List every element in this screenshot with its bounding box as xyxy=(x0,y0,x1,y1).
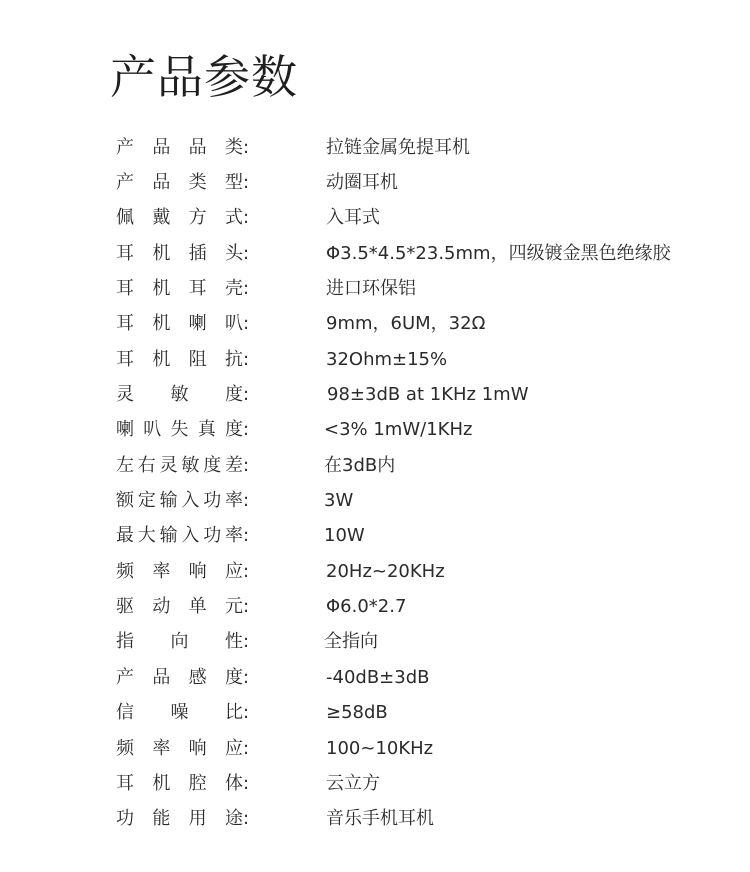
spec-colon: : xyxy=(243,207,250,229)
spec-row-snr xyxy=(116,696,736,731)
spec-colon: : xyxy=(243,596,250,618)
spec-colon: : xyxy=(243,772,250,794)
spec-row-product-category xyxy=(116,130,736,165)
spec-colon: : xyxy=(243,419,250,441)
spec-value: 在3dB内 xyxy=(324,454,396,476)
spec-row-product-sensitivity xyxy=(116,660,736,695)
spec-row-wearing-style xyxy=(116,201,736,236)
spec-value: 10W xyxy=(324,525,365,547)
spec-value: 9mm，6UM，32Ω xyxy=(326,313,486,335)
spec-row-product-type xyxy=(116,165,736,200)
spec-colon: : xyxy=(243,454,250,476)
spec-value: 3W xyxy=(324,490,354,512)
spec-colon: : xyxy=(243,808,250,830)
spec-colon: : xyxy=(243,348,250,370)
spec-value: ≥58dB xyxy=(326,702,388,724)
spec-row-impedance xyxy=(116,342,736,377)
spec-label: 指 向 性 xyxy=(116,631,243,653)
spec-label: 功能用途 xyxy=(116,808,243,830)
spec-colon: : xyxy=(243,737,250,759)
spec-label: 耳机阻抗 xyxy=(116,348,243,370)
spec-value: 云立方 xyxy=(326,772,380,794)
spec-label: 产品类型 xyxy=(116,172,243,194)
spec-label: 信 噪 比 xyxy=(116,702,243,724)
spec-colon: : xyxy=(243,560,250,582)
spec-colon: : xyxy=(243,242,250,264)
spec-label: 产品感度 xyxy=(116,666,243,688)
spec-value: 全指向 xyxy=(324,631,378,653)
spec-colon: : xyxy=(243,172,250,194)
spec-label: 最大输入功率 xyxy=(116,525,243,547)
spec-value: 100~10KHz xyxy=(326,737,434,759)
spec-row-shell xyxy=(116,271,736,306)
spec-colon: : xyxy=(243,136,250,158)
spec-row-frequency-response xyxy=(116,554,736,589)
spec-colon: : xyxy=(243,278,250,300)
spec-row-rated-power xyxy=(116,483,736,518)
spec-row-speaker xyxy=(116,307,736,342)
spec-colon: : xyxy=(243,384,250,406)
spec-value: Φ6.0*2.7 xyxy=(326,596,407,618)
spec-row-frequency-response-2 xyxy=(116,731,736,766)
spec-label: 耳机插头 xyxy=(116,242,243,264)
spec-row-directivity xyxy=(116,625,736,660)
spec-value: <3% 1mW/1KHz xyxy=(324,419,473,441)
spec-row-driver-unit xyxy=(116,589,736,624)
spec-colon: : xyxy=(243,525,250,547)
spec-label: 耳机耳壳 xyxy=(116,278,243,300)
spec-label: 耳机喇叭 xyxy=(116,313,243,335)
spec-label: 额定输入功率 xyxy=(116,490,243,512)
spec-value: 音乐手机耳机 xyxy=(326,808,434,830)
spec-label: 灵 敏 度 xyxy=(116,384,243,406)
spec-list xyxy=(116,130,736,837)
spec-label: 频率响应 xyxy=(116,737,243,759)
spec-colon: : xyxy=(243,666,250,688)
spec-row-plug xyxy=(116,236,736,271)
spec-label: 驱动单元 xyxy=(116,596,243,618)
spec-label: 产品品类 xyxy=(116,136,243,158)
spec-row-cavity xyxy=(116,766,736,801)
spec-row-sensitivity xyxy=(116,377,736,412)
spec-value: 入耳式 xyxy=(326,207,380,229)
spec-value: 98±3dB at 1KHz 1mW xyxy=(327,384,529,406)
spec-label: 佩戴方式 xyxy=(116,207,243,229)
spec-value: 动圈耳机 xyxy=(326,172,398,194)
spec-colon: : xyxy=(243,702,250,724)
spec-value: Φ3.5*4.5*23.5mm，四级镀金黑色绝缘胶 xyxy=(326,242,671,264)
spec-colon: : xyxy=(243,313,250,335)
spec-value: 进口环保铝 xyxy=(326,278,416,300)
spec-value: 20Hz~20KHz xyxy=(326,560,445,582)
spec-label: 耳机腔体 xyxy=(116,772,243,794)
spec-colon: : xyxy=(243,490,250,512)
spec-colon: : xyxy=(243,631,250,653)
spec-value: 32Ohm±15% xyxy=(326,348,448,370)
spec-row-max-power xyxy=(116,519,736,554)
spec-row-distortion xyxy=(116,413,736,448)
spec-row-sensitivity-diff xyxy=(116,448,736,483)
spec-label: 左右灵敏度差 xyxy=(116,454,243,476)
spec-row-usage xyxy=(116,802,736,837)
spec-value: -40dB±3dB xyxy=(326,666,430,688)
spec-label: 喇叭失真度 xyxy=(116,419,243,441)
spec-label: 频率响应 xyxy=(116,560,243,582)
spec-value: 拉链金属免提耳机 xyxy=(326,136,470,158)
page-title: 产品参数 xyxy=(110,50,298,104)
